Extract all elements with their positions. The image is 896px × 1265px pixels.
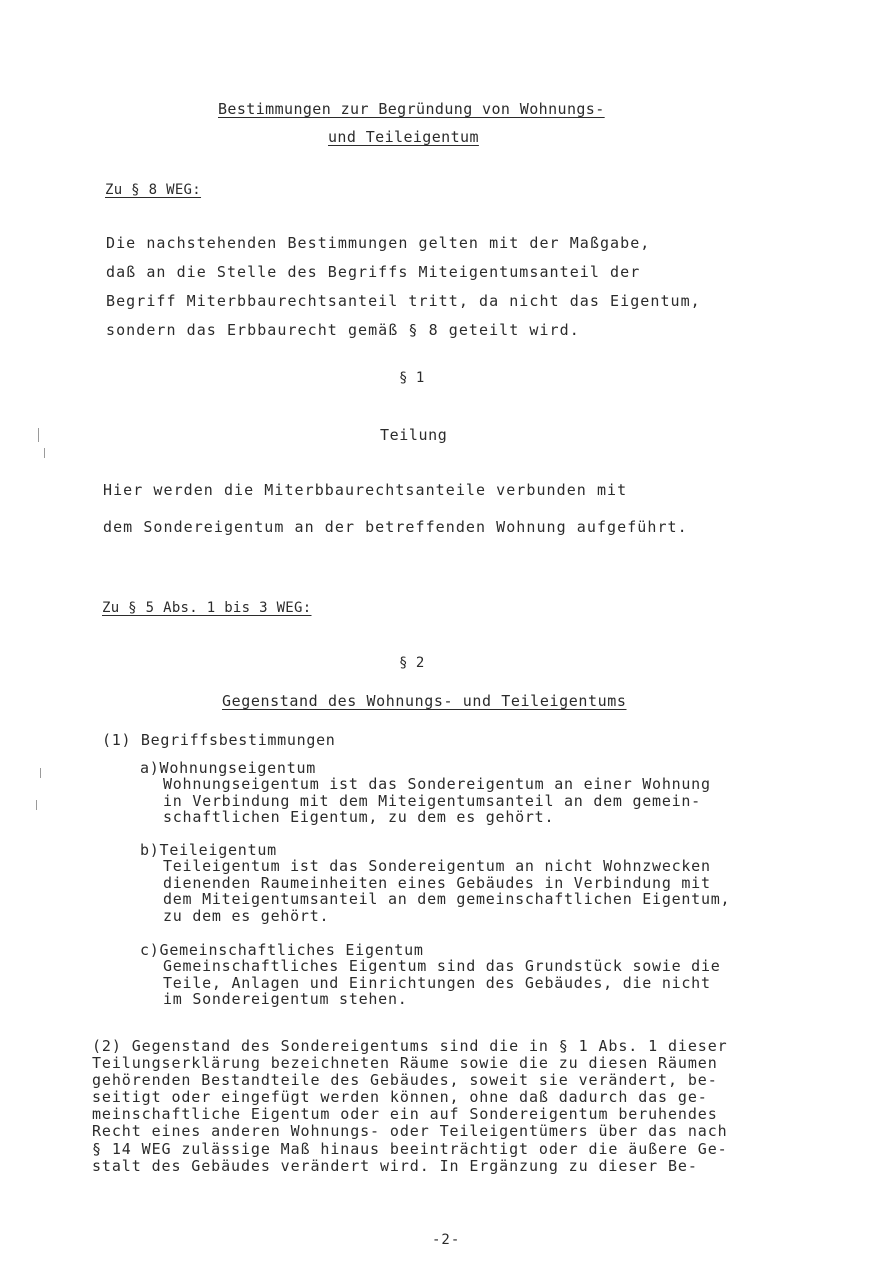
- sub-b-body: [163, 858, 730, 924]
- paragraph-2-heading: Gegenstand des Wohnungs- und Teileigentums: [222, 692, 627, 710]
- paragraph-2-number: § 2: [399, 655, 425, 671]
- item-2-line: gehörenden Bestandteile des Gebäudes, soweit sie verändert, be-: [92, 1071, 718, 1090]
- sub-b-line: dienenden Raumeinheiten eines Gebäudes in Verbindung mit: [163, 873, 711, 892]
- scan-mark: [36, 800, 37, 810]
- scan-mark: [44, 448, 45, 458]
- sub-a-body: [163, 776, 711, 826]
- sub-a-line: in Verbindung mit dem Miteigentumsanteil an dem gemein-: [163, 791, 701, 810]
- item-2-line: meinschaftliche Eigentum oder ein auf Sondereigentum beruhendes: [92, 1105, 718, 1124]
- teilung-line: dem Sondereigentum an der betreffenden Wohnung aufgeführt.: [103, 518, 688, 536]
- item-2-line: stalt des Gebäudes verändert wird. In Ergänzung zu dieser Be-: [92, 1156, 698, 1175]
- intro-line: sondern das Erbbaurecht gemäß § 8 geteilt wird.: [106, 321, 580, 339]
- paragraph-1-heading: Teilung: [380, 426, 448, 444]
- sub-a-line: schaftlichen Eigentum, zu dem es gehört.: [163, 808, 555, 826]
- document-title-line2: und Teileigentum: [328, 128, 479, 146]
- sub-b-line: zu dem es gehört.: [163, 906, 330, 925]
- sub-a-line: Wohnungseigentum ist das Sondereigentum an einer Wohnung: [163, 775, 711, 793]
- sub-c-body: [163, 958, 721, 1008]
- scan-mark: [40, 768, 41, 778]
- document-title-line1: Bestimmungen zur Begründung von Wohnungs-: [218, 100, 605, 118]
- item-2-line: Teilungserklärung bezeichneten Räume sowie die zu diesen Räumen: [92, 1054, 718, 1073]
- item-2-line: Recht eines anderen Wohnungs- oder Teileigentümers über das nach: [92, 1122, 728, 1141]
- teilung-line: Hier werden die Miterbbaurechtsanteile verbunden mit: [103, 481, 628, 499]
- sub-c-line: Teile, Anlagen und Einrichtungen des Gebäudes, die nicht: [163, 973, 711, 992]
- intro-paragraph: [106, 229, 701, 345]
- section-heading-zu-5: Zu § 5 Abs. 1 bis 3 WEG:: [102, 600, 312, 616]
- page-number: -2-: [432, 1232, 461, 1248]
- sub-c-heading: c)Gemeinschaftliches Eigentum: [140, 941, 424, 959]
- section-heading-zu-8: Zu § 8 WEG:: [105, 182, 202, 198]
- intro-line: Die nachstehenden Bestimmungen gelten mit der Maßgabe,: [106, 234, 651, 252]
- sub-c-line: Gemeinschaftliches Eigentum sind das Grundstück sowie die: [163, 957, 721, 975]
- item-2-paragraph: [92, 1038, 728, 1175]
- item-2-line: § 14 WEG zulässige Maß hinaus beeinträchtigt oder die äußere Ge-: [92, 1139, 728, 1158]
- sub-b-heading: b)Teileigentum: [140, 841, 277, 859]
- item-1-label: (1) Begriffsbestimmungen: [102, 731, 336, 749]
- sub-c-line: im Sondereigentum stehen.: [163, 990, 408, 1008]
- sub-b-line: dem Miteigentumsanteil an dem gemeinschaftlichen Eigentum,: [163, 890, 731, 908]
- intro-line: daß an die Stelle des Begriffs Miteigentumsanteil der: [106, 263, 641, 281]
- sub-b-line: Teileigentum ist das Sondereigentum an nicht Wohnzwecken: [163, 857, 711, 875]
- intro-line: Begriff Miterbbaurechtsanteil tritt, da nicht das Eigentum,: [106, 292, 701, 310]
- item-2-line: seitigt oder eingefügt werden können, ohne daß dadurch das ge-: [92, 1088, 708, 1107]
- sub-a-heading: a)Wohnungseigentum: [140, 759, 317, 777]
- scan-mark: [38, 428, 39, 442]
- paragraph-1-number: § 1: [399, 370, 425, 386]
- item-2-line: (2) Gegenstand des Sondereigentums sind die in § 1 Abs. 1 dieser: [92, 1037, 728, 1055]
